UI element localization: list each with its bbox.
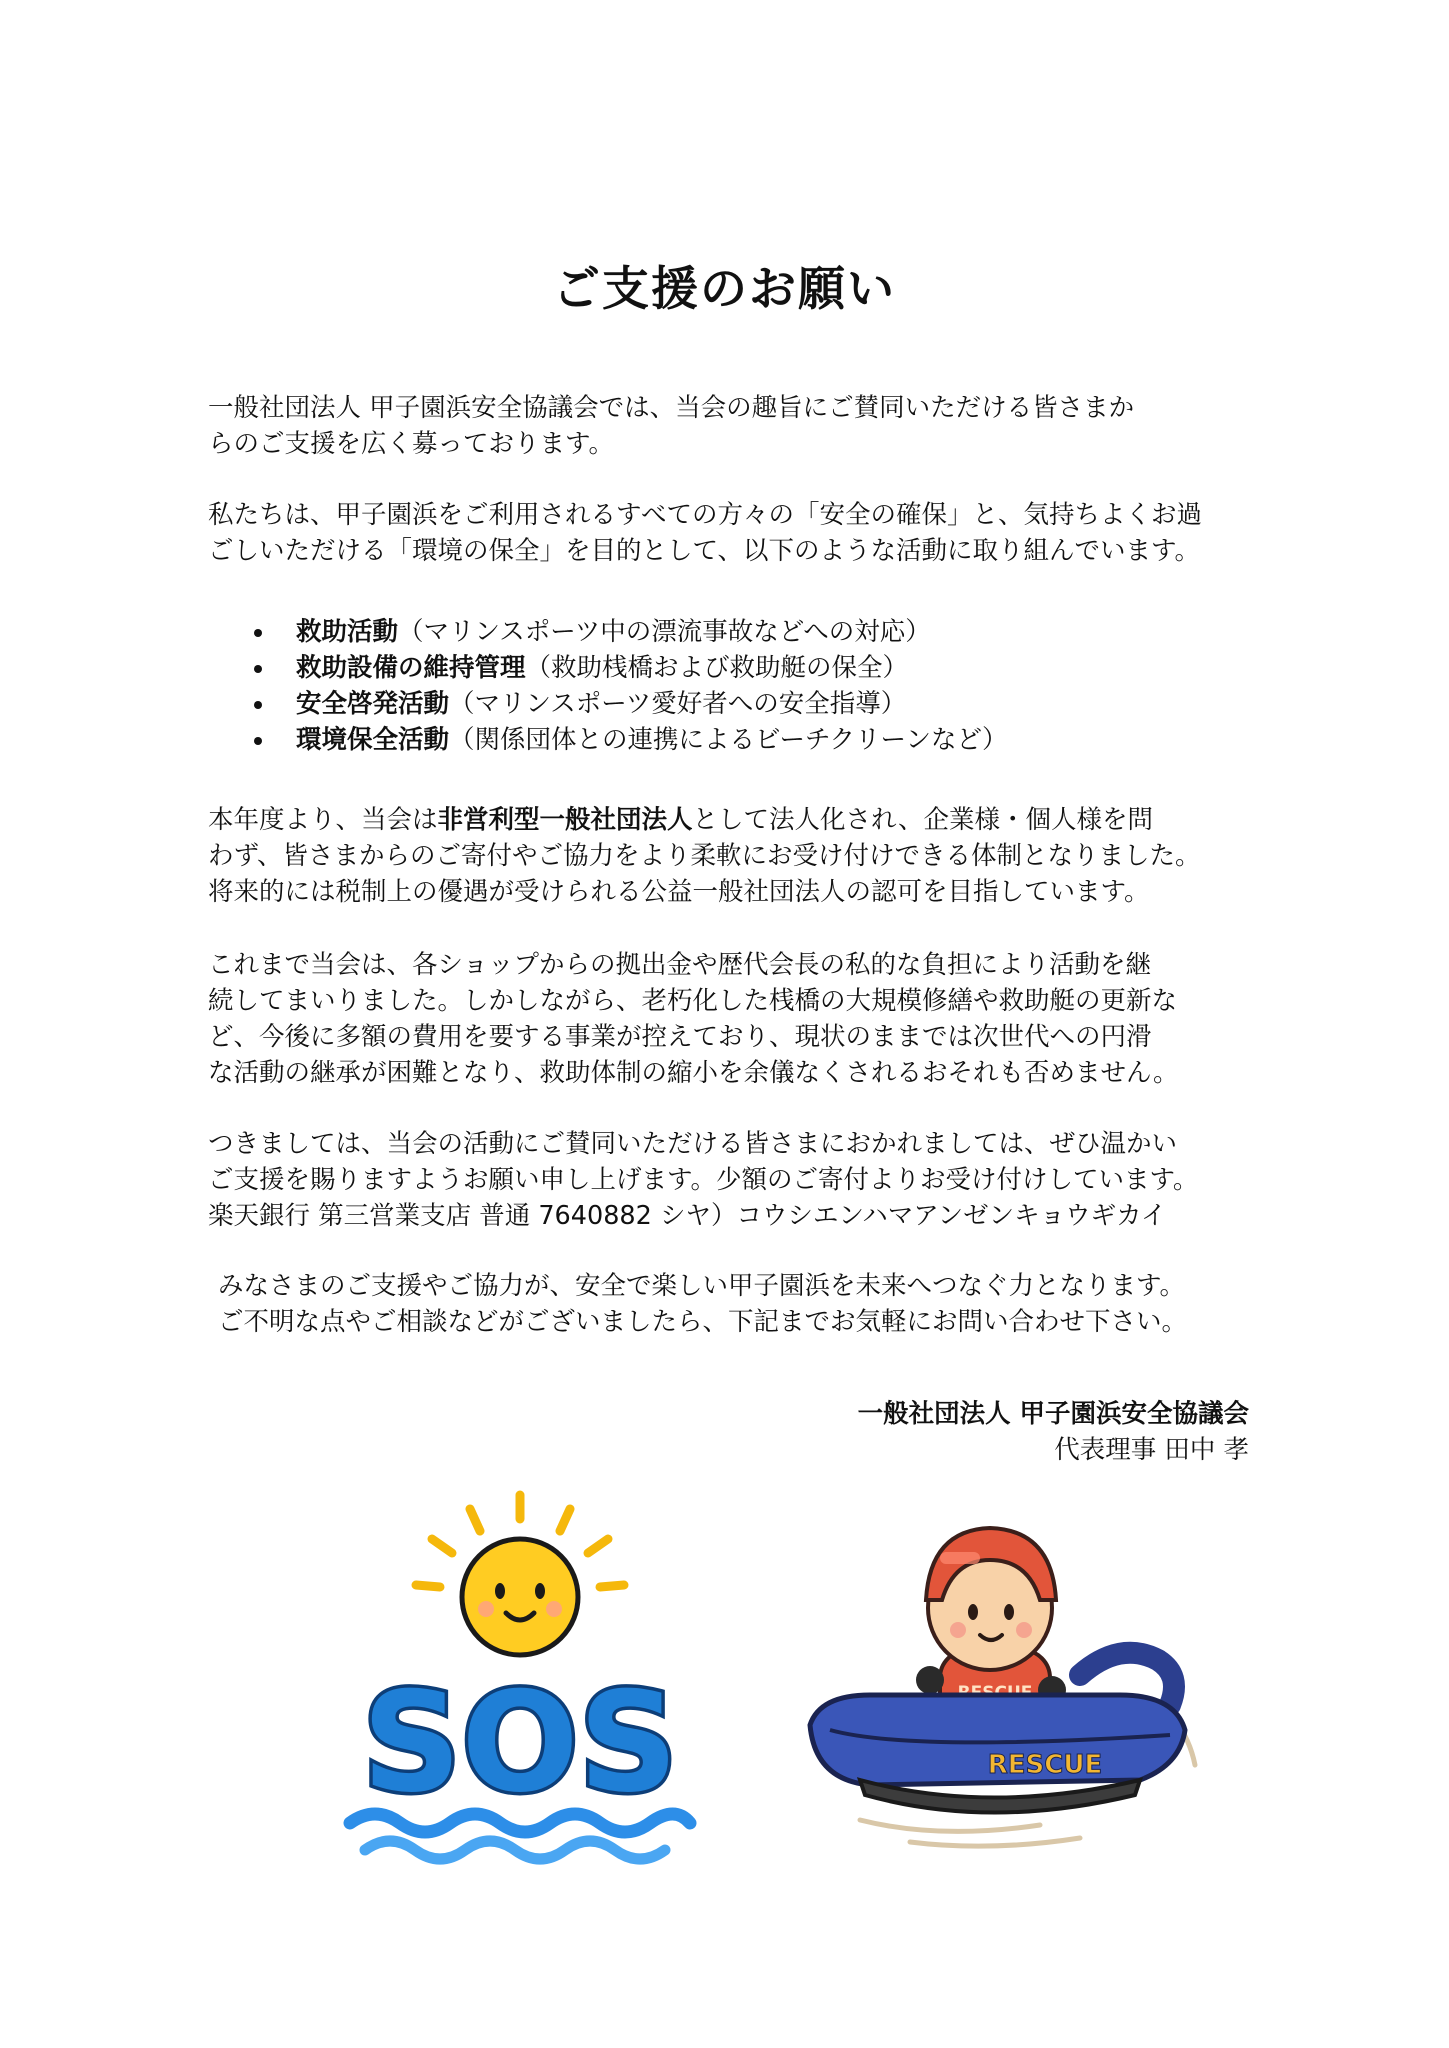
history-line: 続してまいりました。しかしながら、老朽化した桟橋の大規模修繕や救助艇の更新な [208,986,1178,1016]
bullet-icon [254,665,262,673]
purpose-line: ごしいただける「環境の保全」を目的として、以下のような活動に取り組んでいます。 [208,536,1200,566]
activity-detail: （関係団体との連携によるビーチクリーンなど） [449,725,1008,755]
list-item [248,650,1248,686]
activity-detail: （マリンスポーツ愛好者への安全指導） [449,689,907,719]
incorporation-highlight: 非営利型一般社団法人 [437,805,693,835]
page-title: ご支援のお願い [553,262,896,317]
incorporation-text: として法人化され、企業様・個人様を問 [692,805,1154,835]
closing-line: ご不明な点やご相談などがございましたら、下記までお気軽にお問い合わせ下さい。 [218,1307,1188,1337]
bullet-icon [254,629,262,637]
request-paragraph [208,1126,1268,1234]
closing-paragraph [218,1268,1278,1340]
history-line: ど、今後に多額の費用を要する事業が控えており、現状のままでは次世代への円滑 [208,1022,1152,1052]
list-item [248,722,1248,758]
incorporation-paragraph [208,802,1268,910]
history-line: な活動の継承が困難となり、救助体制の縮小を余儀なくされるおそれも否めません。 [208,1058,1179,1088]
activity-detail: （マリンスポーツ中の漂流事故などへの対応） [398,617,931,647]
intro-line: 一般社団法人 甲子園浜安全協議会では、当会の趣旨にご賛同いただける皆さまか [208,393,1135,423]
request-line: ご支援を賜りますようお願い申し上げます。少額のご寄付よりお受け付けしています。 [208,1165,1199,1195]
bullet-icon [254,737,262,745]
sun-icon [416,1495,624,1655]
history-line: これまで当会は、各ショップからの拠出金や歴代会長の私的な負担により活動を継 [208,950,1151,980]
activity-name: 救助活動 [296,617,399,647]
incorporation-text: 本年度より、当会は [208,805,438,835]
incorporation-line [208,802,1268,838]
incorporation-line: 将来的には税制上の優遇が受けられる公益一般社団法人の認可を目指しています。 [208,877,1150,907]
bank-account-line: 楽天銀行 第三営業支店 普通 7640882 シヤ）コウシエンハマアンゼンキョウギカイ [208,1201,1167,1231]
request-line: つきましては、当会の活動にご賛同いただける皆さまにおかれましては、ぜひ温かい [208,1129,1178,1159]
list-item [248,686,1248,722]
activity-name: 救助設備の維持管理 [296,653,526,683]
signature-organization: 一般社団法人 甲子園浜安全協議会 [857,1399,1249,1429]
sos-logo-text: SOS [361,1662,679,1823]
bullet-icon [254,701,262,709]
signature-representative: 代表理事 田中 孝 [1054,1435,1249,1465]
activity-detail: （救助桟橋および救助艇の保全） [525,653,909,683]
intro-line: らのご支援を広く募っております。 [208,429,614,459]
purpose-paragraph [208,497,1268,569]
activity-list [248,614,1248,758]
boat-label: RESCUE [987,1750,1103,1780]
closing-line: みなさまのご支援やご協力が、安全で楽しい甲子園浜を未来へつなぐ力となります。 [218,1271,1185,1301]
intro-paragraph [208,390,1268,462]
history-paragraph [208,947,1268,1091]
rescue-boat-illustration [790,1490,1220,1860]
purpose-line: 私たちは、甲子園浜をご利用されるすべての方々の「安全の確保」と、気持ちよくお過 [208,500,1202,530]
activity-name: 安全啓発活動 [296,689,450,719]
sos-illustration [320,1485,720,1875]
incorporation-line: わず、皆さまからのご寄付やご協力をより柔軟にお受け付けできる体制となりました。 [208,841,1201,871]
activity-name: 環境保全活動 [296,725,450,755]
list-item [248,614,1248,650]
